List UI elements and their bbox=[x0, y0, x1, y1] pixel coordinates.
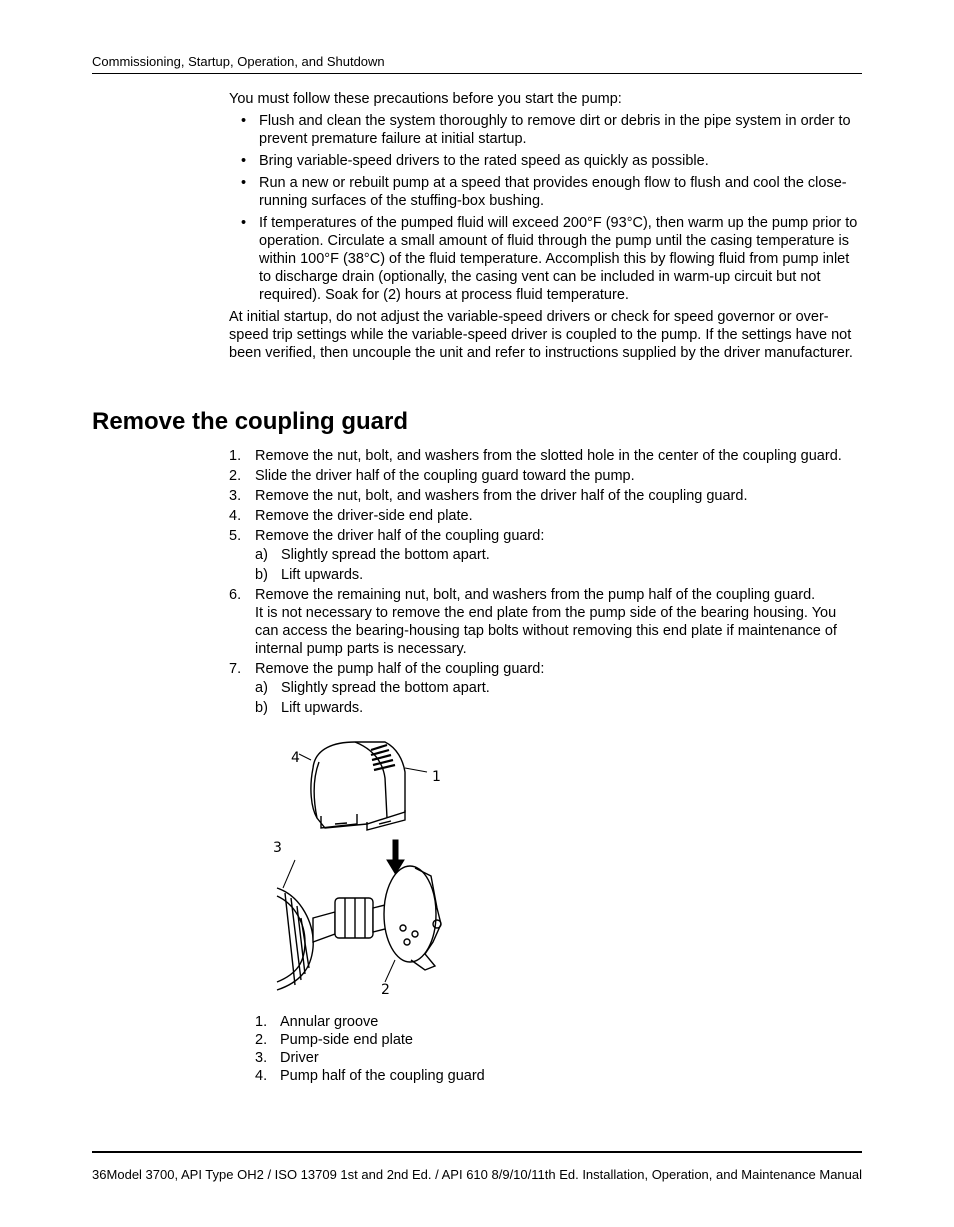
substep-text: Lift upwards. bbox=[281, 567, 364, 583]
precautions-list bbox=[229, 112, 863, 304]
startup-note: At initial startup, do not adjust the variable-speed drivers or check for speed governor or over-speed trip settings while the variable-speed driver is coupled to the pump. If the settings have not been verified, then uncouple the unit and refer to instructions supplied by the driver manufacturer. bbox=[229, 309, 853, 361]
legend-number: 1. bbox=[255, 1014, 268, 1030]
header-divider bbox=[92, 73, 862, 74]
substep-item bbox=[255, 699, 863, 717]
substep-letter: b) bbox=[255, 700, 268, 716]
step-text: Remove the driver half of the coupling guard: bbox=[255, 528, 545, 544]
legend-item bbox=[255, 1031, 485, 1049]
substep-list bbox=[255, 546, 863, 584]
step-text: Remove the nut, bolt, and washers from the slotted hole in the center of the coupling guard. bbox=[255, 448, 842, 464]
legend-text: Annular groove bbox=[280, 1014, 379, 1030]
substep-item bbox=[255, 679, 863, 697]
step-item bbox=[229, 507, 863, 525]
legend-item bbox=[255, 1049, 485, 1067]
page-number: 36 bbox=[92, 1167, 107, 1182]
legend-number: 4. bbox=[255, 1068, 268, 1084]
substep-text: Lift upwards. bbox=[281, 700, 364, 716]
step-item bbox=[229, 467, 863, 485]
legend-number: 3. bbox=[255, 1050, 268, 1066]
substep-list bbox=[255, 679, 863, 717]
substep-text: Slightly spread the bottom apart. bbox=[281, 680, 490, 696]
step-text: Slide the driver half of the coupling guard toward the pump. bbox=[255, 468, 635, 484]
substep-letter: a) bbox=[255, 547, 268, 563]
step-text: Remove the nut, bolt, and washers from the driver half of the coupling guard. bbox=[255, 488, 748, 504]
step-text: Remove the remaining nut, bolt, and washers from the pump half of the coupling guard. bbox=[255, 587, 816, 603]
step-number: 7. bbox=[229, 661, 242, 677]
substep-item bbox=[255, 566, 863, 584]
running-header: Commissioning, Startup, Operation, and Shutdown bbox=[92, 54, 385, 69]
step-item bbox=[229, 586, 863, 658]
step-note: It is not necessary to remove the end plate from the pump side of the bearing housing. You can access the bearing-housing tap bolts without removing this end plate if maintenance of internal pump parts is necessary. bbox=[255, 605, 837, 657]
coupling-guard-drawing bbox=[299, 742, 427, 830]
callout-4: 4 bbox=[291, 750, 300, 766]
callout-2: 2 bbox=[381, 982, 390, 998]
step-number: 3. bbox=[229, 488, 242, 504]
legend-text: Pump-side end plate bbox=[280, 1032, 413, 1048]
precautions-block bbox=[229, 90, 863, 362]
step-item bbox=[229, 660, 863, 717]
precautions-intro: You must follow these precautions before you start the pump: bbox=[229, 91, 622, 107]
substep-letter: a) bbox=[255, 680, 268, 696]
step-number: 4. bbox=[229, 508, 242, 524]
legend-item bbox=[255, 1067, 485, 1085]
step-item bbox=[229, 527, 863, 584]
step-item bbox=[229, 487, 863, 505]
steps-list bbox=[229, 447, 863, 719]
precaution-item: • Bring variable-speed drivers to the rated speed as quickly as possible. bbox=[229, 152, 863, 170]
precaution-item: • Flush and clean the system thoroughly to remove dirt or debris in the pipe system in order to prevent premature failure at initial startup. bbox=[229, 112, 863, 148]
coupling-guard-illustration bbox=[255, 728, 470, 1003]
step-number: 5. bbox=[229, 528, 242, 544]
pump-assembly-drawing bbox=[277, 860, 441, 990]
legend-number: 2. bbox=[255, 1032, 268, 1048]
legend-text: Pump half of the coupling guard bbox=[280, 1068, 485, 1084]
figure-legend bbox=[255, 1013, 485, 1085]
footer-divider bbox=[92, 1151, 862, 1153]
step-item bbox=[229, 447, 863, 465]
step-number: 1. bbox=[229, 448, 242, 464]
step-text: Remove the driver-side end plate. bbox=[255, 508, 473, 524]
substep-item bbox=[255, 546, 863, 564]
callout-3: 3 bbox=[273, 840, 282, 856]
legend-text: Driver bbox=[280, 1050, 319, 1066]
precaution-item: • If temperatures of the pumped fluid will exceed 200°F (93°C), then warm up the pump prior to operation. Circulate a small amount of fluid through the pump until the casing temperature is within 100°F (38°C) of the fluid temperature. Accomplish this by flowing fluid from pump inlet to discharge drain (optionally, the casing vent can be included in warm-up circuit but not required). Soak for (2) hours at process fluid temperature. bbox=[229, 214, 863, 304]
legend-item bbox=[255, 1013, 485, 1031]
step-number: 6. bbox=[229, 587, 242, 603]
callout-1: 1 bbox=[432, 769, 441, 785]
step-text: Remove the pump half of the coupling guard: bbox=[255, 661, 545, 677]
substep-text: Slightly spread the bottom apart. bbox=[281, 547, 490, 563]
footer-title: Model 3700, API Type OH2 / ISO 13709 1st and 2nd Ed. / API 610 8/9/10/11th Ed. Installation, Operation, and Maintenance Manual bbox=[106, 1167, 862, 1182]
section-title: Remove the coupling guard bbox=[92, 408, 409, 435]
precaution-item: • Run a new or rebuilt pump at a speed that provides enough flow to flush and cool the close-running surfaces of the stuffing-box bushing. bbox=[229, 174, 863, 210]
step-number: 2. bbox=[229, 468, 242, 484]
substep-letter: b) bbox=[255, 567, 268, 583]
